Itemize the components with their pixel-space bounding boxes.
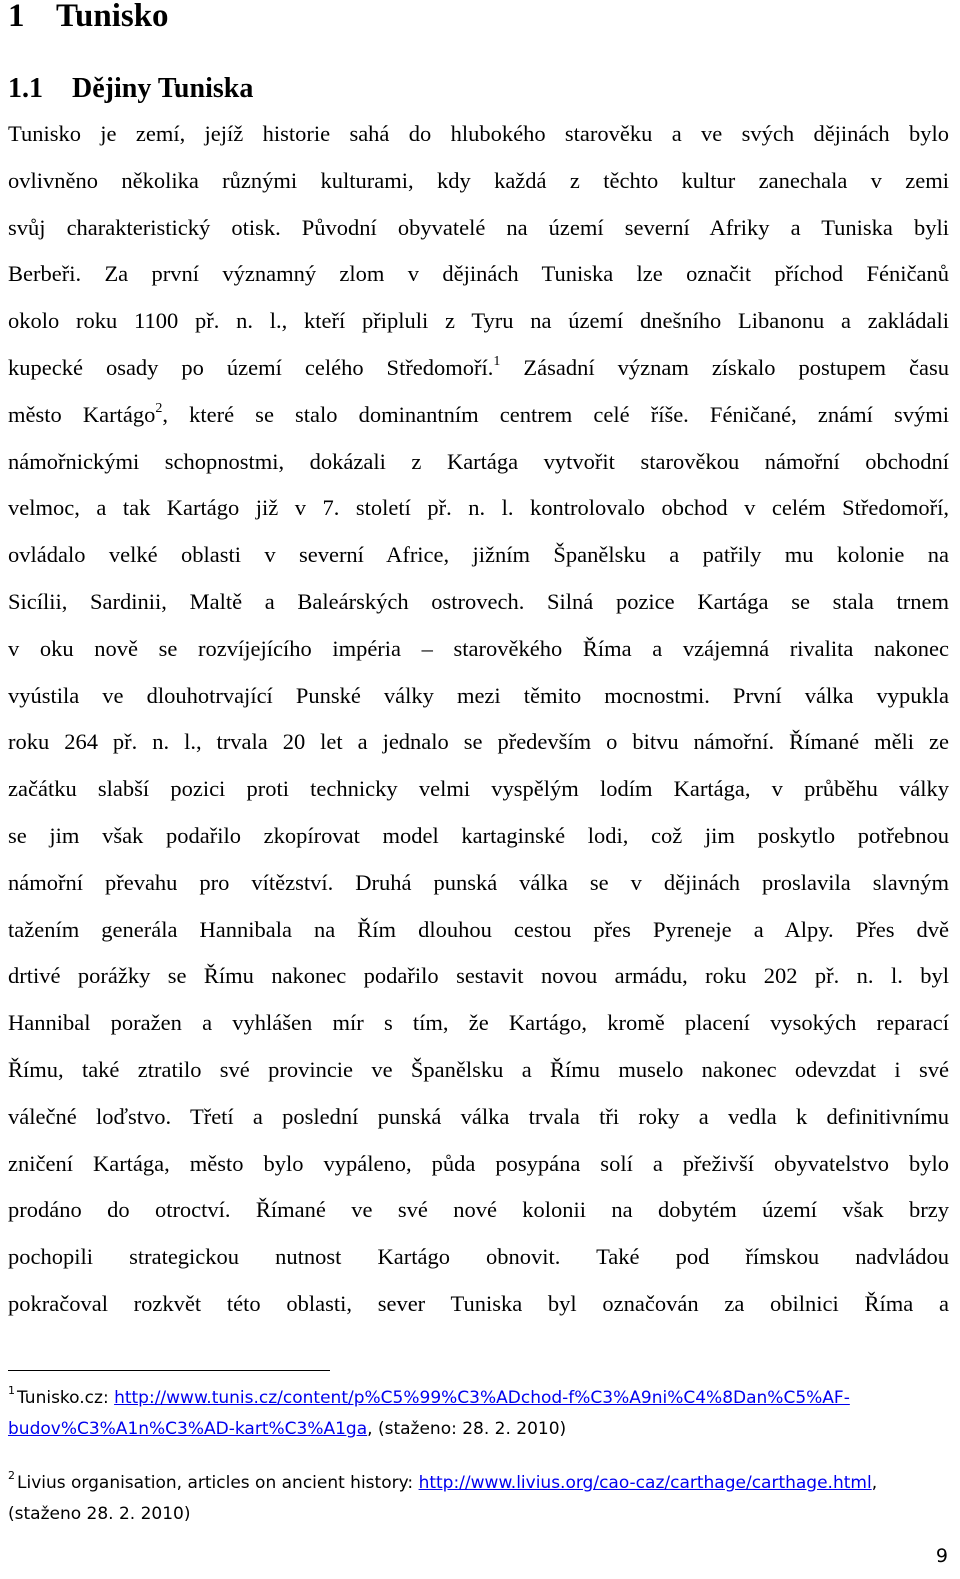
body-text-fragment: Zásadní význam získalo postupem času [500,354,949,380]
body-line: pochopili strategickou nutnost Kartágo obnovit. Také pod římskou nadvládou [8,1244,949,1270]
body-line: začátku slabší pozici proti technicky velmi vyspělým lodím Kartága, v průběhu války [8,776,949,802]
body-text-fragment: město Kartágo [8,401,156,427]
footnote-1-source: Tunisko.cz: [17,1388,115,1408]
footnote-2-comma: , [871,1473,878,1493]
body-line: námořní převahu pro vítězství. Druhá punská válka se v dějinách proslavila slavným [8,869,949,895]
section-heading [8,70,253,108]
body-line: v oku nově se rozvíjejícího impéria – starověkého Říma a vzájemná rivalita nakonec [8,635,949,661]
chapter-heading [8,0,169,36]
body-line: válečné loďstvo. Třetí a poslední punská válka trvala tři roky a vedla k definitivnímu [8,1103,949,1129]
body-line: svůj charakteristický otisk. Původní obyvatelé na území severní Afriky a Tuniska byli [8,214,949,240]
body-line: Tunisko je zemí, jejíž historie sahá do hlubokého starověku a ve svých dějinách bylo [8,121,949,146]
body-line: zničení Kartága, město bylo vypáleno, půda posypána solí a přeživší obyvatelstvo bylo [8,1150,949,1176]
body-line: ovládalo velké oblasti v severní Africe, jižním Španělsku a patřily mu kolonie na [8,542,949,568]
footnote-1-link-continued[interactable]: budov%C3%A1n%C3%AD-kart%C3%A1ga [8,1419,368,1439]
body-paragraph [8,111,949,1328]
footnote-2-line-2: (staženo 28. 2. 2010) [8,1504,191,1524]
footnote-2 [8,1468,953,1530]
footnote-2-link[interactable]: http://www.livius.org/cao-caz/carthage/carthage.html [418,1473,872,1493]
body-line: Sicílii, Sardinii, Maltě a Baleárských ostrovech. Silná pozice Kartága se stala trnem [8,588,949,614]
footnote-1-date: , (staženo: 28. 2. 2010) [367,1419,567,1439]
footnote-reference[interactable]: 1 [493,353,501,369]
footnote-2-line-1 [8,1468,953,1499]
footnote-2-source: Livius organisation, articles on ancient history: [17,1473,419,1493]
chapter-title: Tunisko [56,0,169,34]
body-line: roku 264 př. n. l., trvala 20 let a jednalo se především o bitvu námořní. Římané měli ze [8,729,949,755]
body-line: Římu, také ztratilo své provincie ve Španělsku a Římu muselo nakonec odevzdat i své [8,1056,949,1082]
body-line: tažením generála Hannibala na Řím dlouhou cestou přes Pyreneje a Alpy. Přes dvě [8,916,949,942]
body-line: velmoc, a tak Kartágo již v 7. století př. n. l. kontrolovalo obchod v celém Středomoří, [8,495,949,521]
section-title: Dějiny Tuniska [72,73,254,104]
body-line [8,392,949,439]
footnote-separator [8,1370,330,1371]
footnote-1-line-1 [8,1383,953,1414]
section-number: 1.1 [8,73,43,104]
body-line: drtivé porážky se Římu nakonec podařilo sestavit novou armádu, roku 202 př. n. l. byl [8,963,949,989]
body-line: ovlivněno několika různými kulturami, kdy každá z těchto kultur zanechala v zemi [8,167,949,193]
body-text-fragment: kupecké osady po území celého Středomoří. [8,354,494,380]
body-line: okolo roku 1100 př. n. l., kteří připluli z Tyru na území dnešního Libanonu a zakládali [8,308,949,334]
footnote-1-link[interactable]: http://www.tunis.cz/content/p%C5%99%C3%ADchod-f%C3%A9ni%C4%8Dan%C5%AF- [114,1388,850,1408]
body-line: pokračoval rozkvět této oblasti, sever Tuniska byl označován za obilnici Říma a [8,1290,949,1316]
body-line: Hannibal poražen a vyhlášen mír s tím, že Kartágo, kromě placení vysokých reparací [8,1010,949,1036]
body-line: námořnickými schopnostmi, dokázali z Kartága vytvořit starověkou námořní obchodní [8,448,949,474]
body-line: se jim však podařilo zkopírovat model kartaginské lodi, což jim poskytlo potřebnou [8,822,949,848]
footnote-1-line-2 [8,1414,953,1445]
body-line: vyústila ve dlouhotrvající Punské války mezi těmito mocnostmi. První válka vypukla [8,682,949,708]
body-text-fragment: , které se stalo dominantním centrem celé říše. Féničané, známí svými [162,401,949,427]
footnote-reference[interactable]: 2 [155,400,163,416]
footnote-1-marker: 1 [8,1384,15,1397]
body-line: prodáno do otroctví. Římané ve své nové kolonii na dobytém území však brzy [8,1197,949,1223]
footnote-1 [8,1383,953,1445]
body-line: Berbeři. Za první významný zlom v dějinách Tuniska lze označit příchod Féničanů [8,261,949,287]
page-number: 9 [935,1545,948,1567]
footnote-2-marker: 2 [8,1469,15,1482]
chapter-number: 1 [8,0,25,34]
body-line [8,345,949,392]
